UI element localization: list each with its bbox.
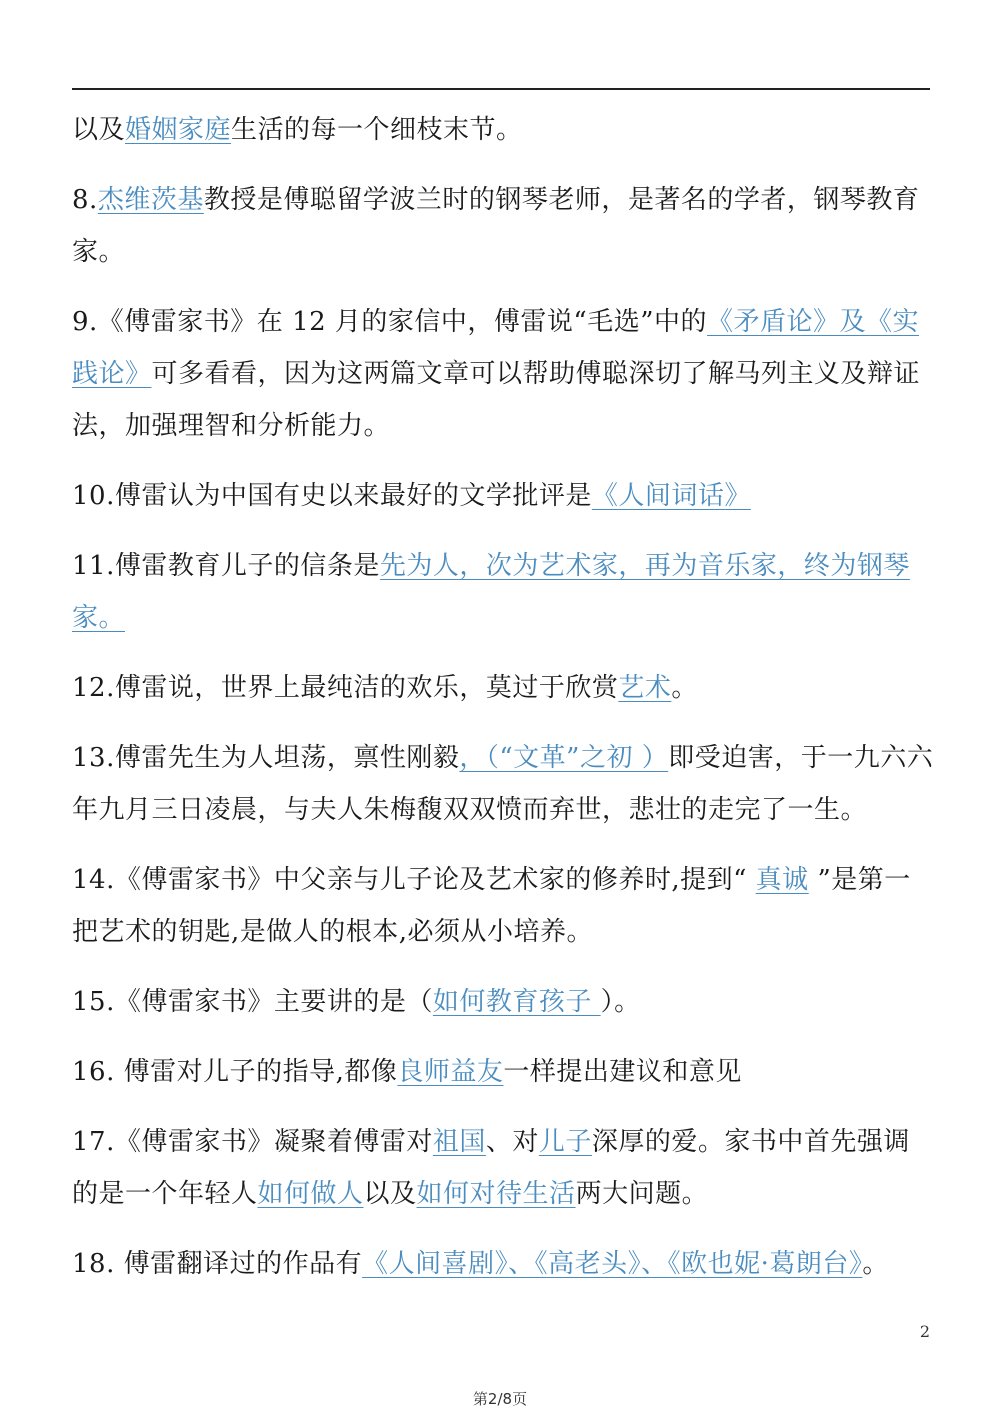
question-text: 16. 傅雷对儿子的指导,都像 <box>72 1057 398 1087</box>
answer-text: 杰维茨基 <box>97 185 204 215</box>
answer-text: 《人间词话》 <box>591 481 751 511</box>
question-text: 9.《傅雷家书》在 12 月的家信中，傅雷说“毛选”中的 <box>72 307 708 337</box>
question-text: 一样提出建议和意见 <box>503 1057 742 1087</box>
question-text: 。 <box>671 673 698 703</box>
answer-text: 如何做人 <box>257 1179 364 1209</box>
answer-text: 《矛盾论》及《实践论》 <box>72 307 920 389</box>
question-paragraph <box>72 296 934 452</box>
question-paragraph <box>72 470 934 522</box>
question-text: 两大问题。 <box>575 1179 709 1209</box>
answer-text: 《人间喜剧》、《高老头》、《欧也妮·葛朗台》 <box>362 1249 863 1279</box>
question-paragraph <box>72 732 934 836</box>
question-text: 。 <box>862 1249 889 1279</box>
answer-text: ，（“文革”之初 ） <box>459 743 669 773</box>
question-text: 14.《傅雷家书》中父亲与儿子论及艺术家的修养时,提到“ <box>72 865 756 895</box>
question-text: 即受迫害，于一九六六年九月三日凌晨，与夫人朱梅馥双双愤而弃世，悲壮的走完了一生。 <box>72 743 934 825</box>
document-body <box>72 104 934 1308</box>
question-text: 深厚的爱。家书中首先强调的是一个年轻人 <box>72 1127 910 1209</box>
question-text: 、对 <box>485 1127 539 1157</box>
question-text: 11.傅雷教育儿子的信条是 <box>72 551 380 581</box>
answer-text: 如何教育孩子 <box>432 987 601 1017</box>
question-paragraph <box>72 662 934 714</box>
question-paragraph <box>72 854 934 958</box>
answer-text: 先为人，次为艺术家，再为音乐家，终为钢琴家。 <box>72 551 910 633</box>
question-text: 15.《傅雷家书》主要讲的是（ <box>72 987 433 1017</box>
question-text: 12.傅雷说，世界上最纯洁的欢乐，莫过于欣赏 <box>72 673 619 703</box>
question-paragraph <box>72 1238 934 1290</box>
answer-text: 艺术 <box>618 673 672 703</box>
question-paragraph <box>72 976 934 1028</box>
question-text: 13.傅雷先生为人坦荡，禀性刚毅 <box>72 743 460 773</box>
question-paragraph <box>72 104 934 156</box>
answer-text: 儿子 <box>538 1127 592 1157</box>
answer-text: 如何对待生活 <box>416 1179 576 1209</box>
question-paragraph <box>72 1116 934 1220</box>
answer-text: 祖国 <box>432 1127 486 1157</box>
question-text: 18. 傅雷翻译过的作品有 <box>72 1249 363 1279</box>
question-text: 以及 <box>72 115 126 145</box>
question-text: 生活的每一个细枝末节。 <box>231 115 523 145</box>
question-paragraph <box>72 174 934 278</box>
question-text: 可多看看，因为这两篇文章可以帮助傅聪深切了解马列主义及辩证法，加强理智和分析能力。 <box>72 359 921 441</box>
page-number: 2 <box>919 1322 930 1341</box>
question-text: 17.《傅雷家书》凝聚着傅雷对 <box>72 1127 433 1157</box>
answer-text: 真诚 <box>755 865 809 895</box>
question-text: 教授是傅聪留学波兰时的钢琴老师，是著名的学者，钢琴教育家。 <box>72 185 920 267</box>
question-text: 以及 <box>363 1179 417 1209</box>
question-text: ”是第一把艺术的钥匙,是做人的根本,必须从小培养。 <box>72 865 911 947</box>
question-text: ）。 <box>600 987 641 1017</box>
answer-text: 良师益友 <box>397 1057 504 1087</box>
question-paragraph <box>72 540 934 644</box>
answer-text: 婚姻家庭 <box>125 115 232 145</box>
page-footer: 第2/8页 <box>472 1390 528 1408</box>
header-rule <box>72 88 930 90</box>
question-text: 10.傅雷认为中国有史以来最好的文学批评是 <box>72 481 592 511</box>
question-paragraph <box>72 1046 934 1098</box>
question-text: 8. <box>72 185 98 215</box>
